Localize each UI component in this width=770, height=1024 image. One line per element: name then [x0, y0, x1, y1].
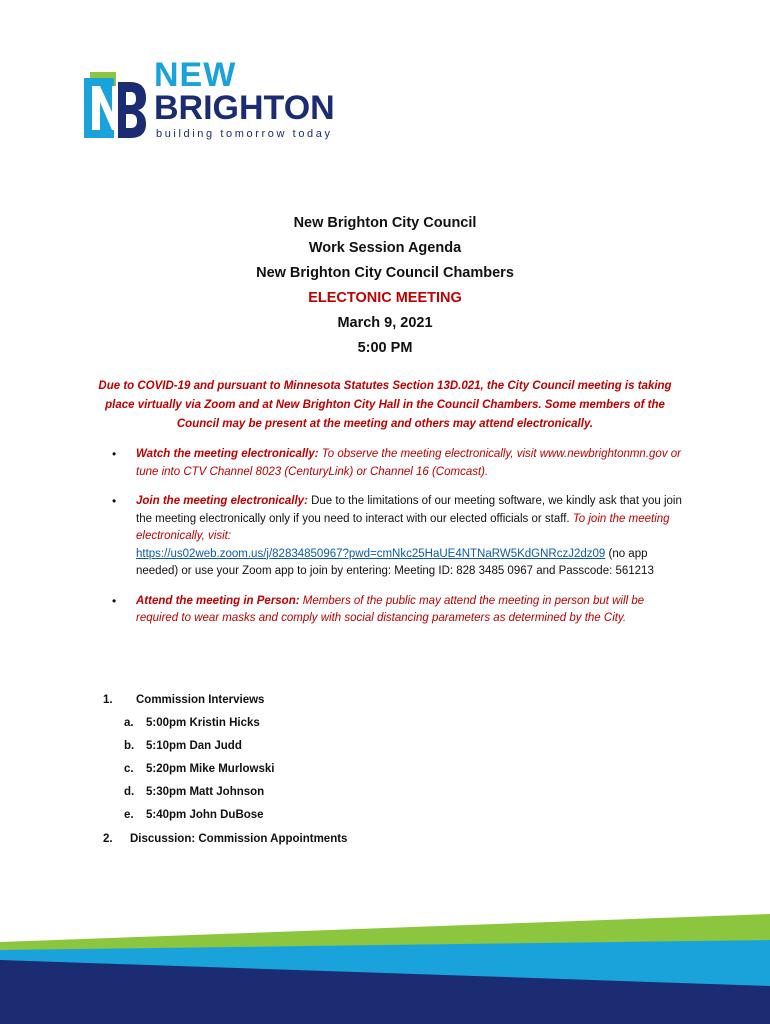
person-text: Members of the public may attend the meeting in person but will be required to wear masks and comply with social distancing parameters as determined by the City. [136, 594, 645, 624]
join-instruction: To join the meeting electronically, visit: [136, 512, 670, 542]
subitem-letter: e. [124, 809, 134, 821]
bullet-watch [112, 446, 682, 481]
join-label: Join the meeting electronically: [136, 495, 308, 507]
session-type: Work Session Agenda [308, 240, 462, 256]
subitem-letter: a. [124, 717, 134, 729]
council-name: New Brighton City Council [293, 215, 477, 231]
person-label: Attend the meeting in Person: [136, 594, 300, 607]
meeting-date: March 9, 2021 [337, 315, 433, 331]
new-brighton-logo [84, 56, 354, 144]
bullet-dot-icon: • [112, 494, 117, 508]
item-1-number: 1. [103, 694, 113, 706]
zoom-link[interactable]: https://us02web.zoom.us/j/82834850967?pwd=cmNkc25HaUE4NTNaRW5KdGNRczJ2dz09 [136, 547, 606, 560]
subitem-letter: c. [124, 763, 134, 775]
subitem-text: 5:20pm Mike Murlowski [146, 763, 275, 775]
bullet-dot-icon: • [112, 447, 117, 461]
subitem-text: 5:10pm Dan Judd [146, 740, 242, 752]
bullet-person [112, 593, 682, 628]
bullet-join [112, 493, 682, 581]
meeting-location: New Brighton City Council Chambers [256, 265, 514, 281]
subitem-text: 5:40pm John DuBose [146, 809, 264, 821]
agenda-header [0, 211, 770, 361]
watch-text: To observe the meeting electronically, visit www.newbrightonmn.gov or tune into CTV Channel 8023 (CenturyLink) or Channel 16 (Comcast). [136, 448, 681, 478]
logo-tagline: building tomorrow today [156, 128, 333, 140]
nb-monogram-icon [84, 68, 148, 138]
covid-notice: Due to COVID-19 and pursuant to Minnesota Statutes Section 13D.021, the City Council meeting is taking place virtually via Zoom and at New Brighton City Hall in the Council Chambers. Some members of the Council may be present at the meeting and others may attend electronically. [98, 380, 672, 430]
item-2-number: 2. [103, 833, 113, 845]
item-1-title: Commission Interviews [136, 694, 265, 706]
meeting-time: 5:00 PM [357, 340, 413, 356]
electronic-meeting-label: ELECTONIC MEETING [308, 290, 462, 306]
logo-word-new: NEW [154, 56, 237, 94]
logo-word-brighton: BRIGHTON [154, 89, 335, 127]
watch-label: Watch the meeting electronically: [136, 448, 319, 460]
subitem-letter: d. [124, 786, 135, 798]
bullet-dot-icon: • [112, 593, 117, 608]
attendance-options [112, 446, 682, 640]
subitem-text: 5:00pm Kristin Hicks [146, 717, 260, 729]
subitem-letter: b. [124, 740, 135, 752]
join-text-2: (no app needed) or use your Zoom app to join by entering: Meeting ID: 828 3485 0967 and Passcode: 561213 [136, 547, 654, 577]
subitem-text: 5:30pm Matt Johnson [146, 786, 265, 798]
footer-swoosh [0, 914, 770, 1024]
item-2-title: Discussion: Commission Appointments [130, 833, 348, 845]
join-text: Due to the limitations of our meeting software, we kindly ask that you join the meeting electronically only if you need to interact with our elected officials or staff. [136, 495, 682, 525]
